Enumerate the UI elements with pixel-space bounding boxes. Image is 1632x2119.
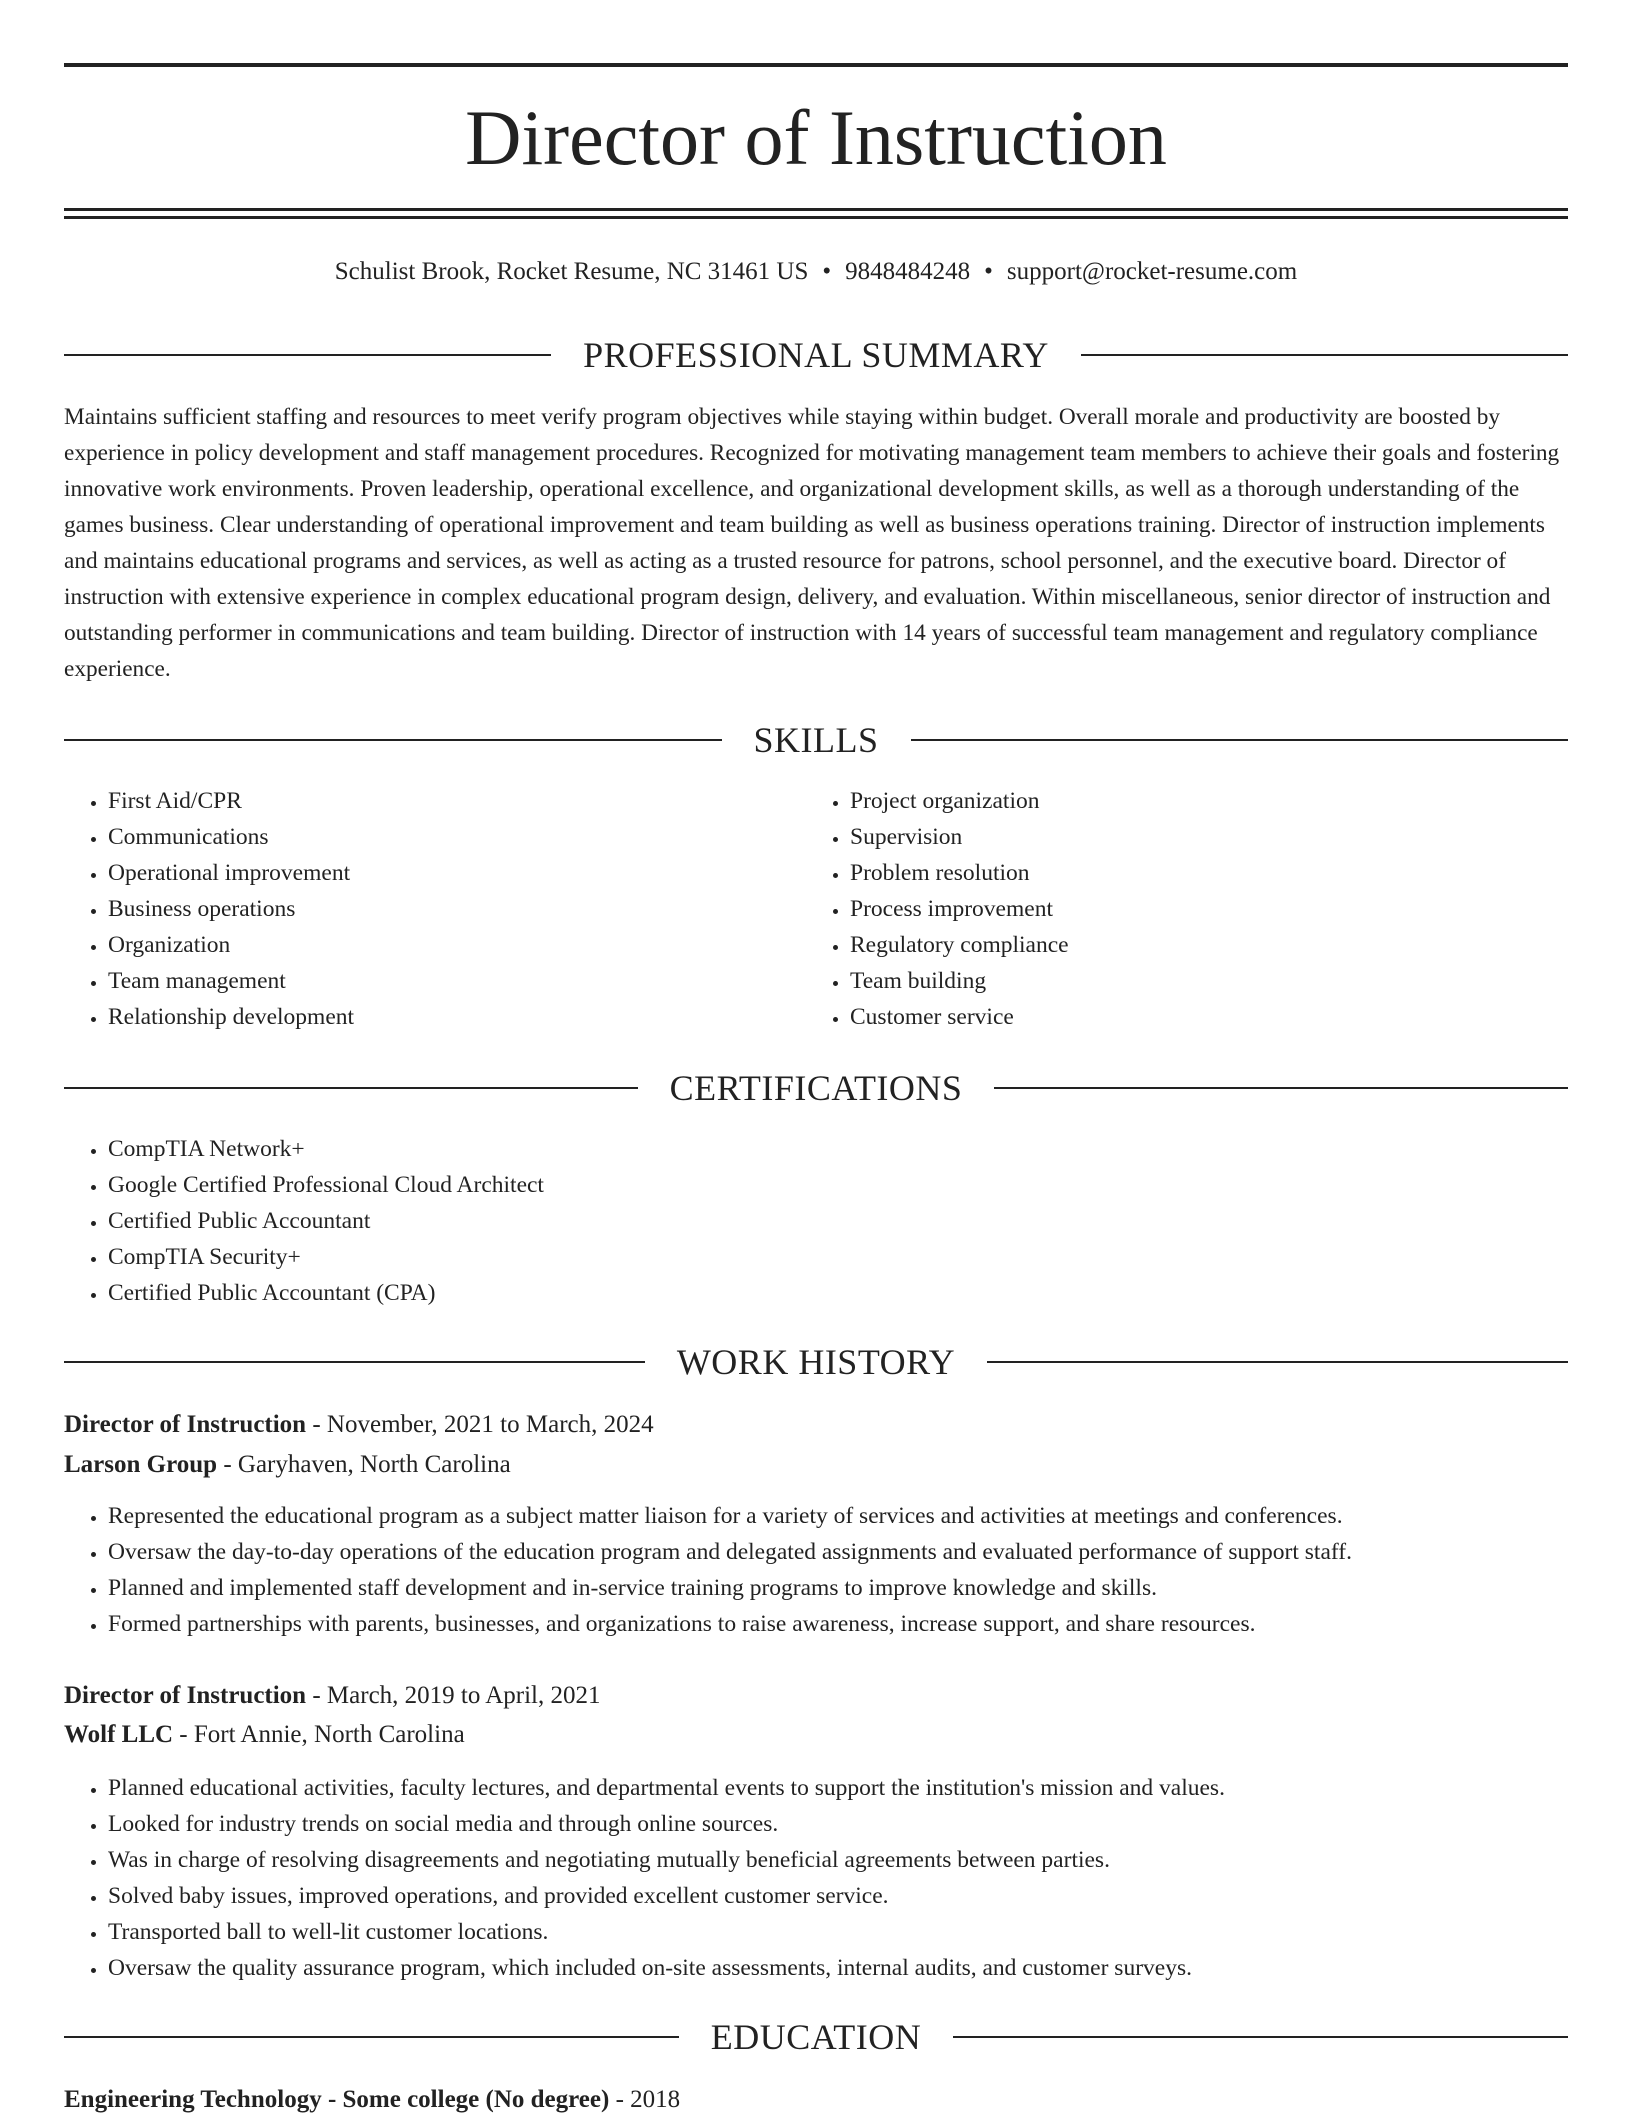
job-company-line (64, 1446, 1568, 1484)
job-company: Larson Group (64, 1451, 218, 1478)
contact-line (64, 252, 1568, 292)
job-bullets (64, 1770, 1612, 1986)
skill-item: • Organization (108, 927, 848, 963)
certification-item: • Google Certified Professional Cloud Architect (108, 1167, 1608, 1203)
contact-address: Schulist Brook, Rocket Resume, NC 31461 US (334, 258, 809, 285)
job-bullet: • Planned educational activities, faculty lectures, and departmental events to support the institution's mission and values. (108, 1770, 1612, 1806)
job-title: Director of Instruction (64, 1411, 307, 1438)
skill-item: • Problem resolution (850, 855, 1610, 891)
certifications-list (64, 1131, 1608, 1311)
title-rule-lower (64, 216, 1568, 219)
job-dates: - March, 2019 to April, 2021 (306, 1682, 601, 1709)
job-location: - Garyhaven, North Carolina (217, 1451, 511, 1478)
header-rule-right (1081, 354, 1568, 356)
skill-item: • Project organization (850, 783, 1610, 819)
skill-item: • Regulatory compliance (850, 927, 1610, 963)
education-heading: EDUCATION (710, 2017, 922, 2057)
job-dates: - November, 2021 to March, 2024 (306, 1411, 654, 1438)
certifications-section-header (64, 1063, 1568, 1113)
work-history-section-header (64, 1337, 1568, 1387)
job-title: Director of Instruction (64, 1682, 307, 1709)
job-bullet: • Looked for industry trends on social media and through online sources. (108, 1806, 1612, 1842)
contact-separator: • (822, 258, 832, 285)
education-year: - 2018 (609, 2086, 681, 2113)
job-bullet: • Was in charge of resolving disagreements and negotiating mutually beneficial agreements between parties. (108, 1842, 1612, 1878)
skills-list-left (64, 783, 848, 1035)
header-rule-left (64, 1087, 638, 1089)
skills-list-right (806, 783, 1610, 1035)
certification-item: • CompTIA Security+ (108, 1239, 1608, 1275)
skill-item: • Customer service (850, 999, 1610, 1035)
summary-heading: PROFESSIONAL SUMMARY (583, 335, 1049, 375)
job-bullets (64, 1498, 1612, 1642)
skill-item: • Communications (108, 819, 848, 855)
title-rule-upper (64, 208, 1568, 211)
work-history-heading: WORK HISTORY (676, 1342, 956, 1382)
job-title-line (64, 1406, 1568, 1444)
education-degree: Engineering Technology - Some college (No degree) (64, 2086, 610, 2113)
job-title-line (64, 1677, 1568, 1715)
header-rule-left (64, 739, 722, 741)
job-bullet: • Transported ball to well-lit customer locations. (108, 1914, 1612, 1950)
skills-heading: SKILLS (753, 720, 879, 760)
resume-title: Director of Instruction (465, 94, 1167, 181)
education-entry (64, 2081, 1568, 2119)
skill-item: • Relationship development (108, 999, 848, 1035)
skills-section-header (64, 715, 1568, 765)
top-rule (64, 63, 1568, 67)
header-rule-left (64, 354, 551, 356)
contact-phone: 9848484248 (845, 258, 971, 285)
skill-item: • First Aid/CPR (108, 783, 848, 819)
skill-item: • Process improvement (850, 891, 1610, 927)
certification-item: • Certified Public Accountant (CPA) (108, 1275, 1608, 1311)
header-rule-right (987, 1361, 1568, 1363)
contact-separator: • (984, 258, 993, 285)
job-bullet: • Formed partnerships with parents, businesses, and organizations to raise awareness, increase support, and share resources. (108, 1606, 1612, 1642)
contact-email[interactable]: support@rocket-resume.com (1006, 258, 1298, 285)
header-rule-right (994, 1087, 1568, 1089)
header-rule-left (64, 2036, 679, 2038)
job-bullet: • Solved baby issues, improved operations, and provided excellent customer service. (108, 1878, 1612, 1914)
certifications-heading: CERTIFICATIONS (669, 1068, 963, 1108)
job-bullet: • Oversaw the quality assurance program, which included on-site assessments, internal audits, and customer surveys. (108, 1950, 1612, 1986)
job-company-line (64, 1716, 1568, 1754)
job-bullet: • Planned and implemented staff development and in-service training programs to improve knowledge and skills. (108, 1570, 1612, 1606)
header-rule-left (64, 1361, 645, 1363)
skill-item: • Team building (850, 963, 1610, 999)
summary-text: Maintains sufficient staffing and resources to meet verify program objectives while staying within budget. Overall morale and productivity are boosted by experience in policy development and staff management procedures. Recognized for motivating management team members to achieve their goals and fostering innovative work environments. Proven leadership, operational excellence, and organizational development skills, as well as a thorough understanding of the games business. Clear understanding of operational improvement and team building as well as business operations training. Director of instruction implements and maintains educational programs and services, as well as acting as a trusted resource for patrons, school personnel, and the executive board. Director of instruction with extensive experience in complex educational program design, delivery, and evaluation. Within miscellaneous, senior director of instruction and outstanding performer in communications and team building. Director of instruction with 14 years of successful team management and regulatory compliance experience. (64, 404, 1560, 682)
header-rule-right (911, 739, 1569, 741)
education-section-header (64, 2012, 1568, 2062)
skill-item: • Team management (108, 963, 848, 999)
job-bullet: • Oversaw the day-to-day operations of the education program and delegated assignments and evaluated performance of support staff. (108, 1534, 1612, 1570)
certification-item: • CompTIA Network+ (108, 1131, 1608, 1167)
skill-item: • Supervision (850, 819, 1610, 855)
summary-section-header (64, 330, 1568, 380)
skill-item: • Business operations (108, 891, 848, 927)
certification-item: • Certified Public Accountant (108, 1203, 1608, 1239)
header-rule-right (953, 2036, 1568, 2038)
job-location: - Fort Annie, North Carolina (173, 1721, 465, 1748)
skill-item: • Operational improvement (108, 855, 848, 891)
job-company: Wolf LLC (64, 1721, 174, 1748)
job-bullet: • Represented the educational program as a subject matter liaison for a variety of services and activities at meetings and conferences. (108, 1498, 1612, 1534)
